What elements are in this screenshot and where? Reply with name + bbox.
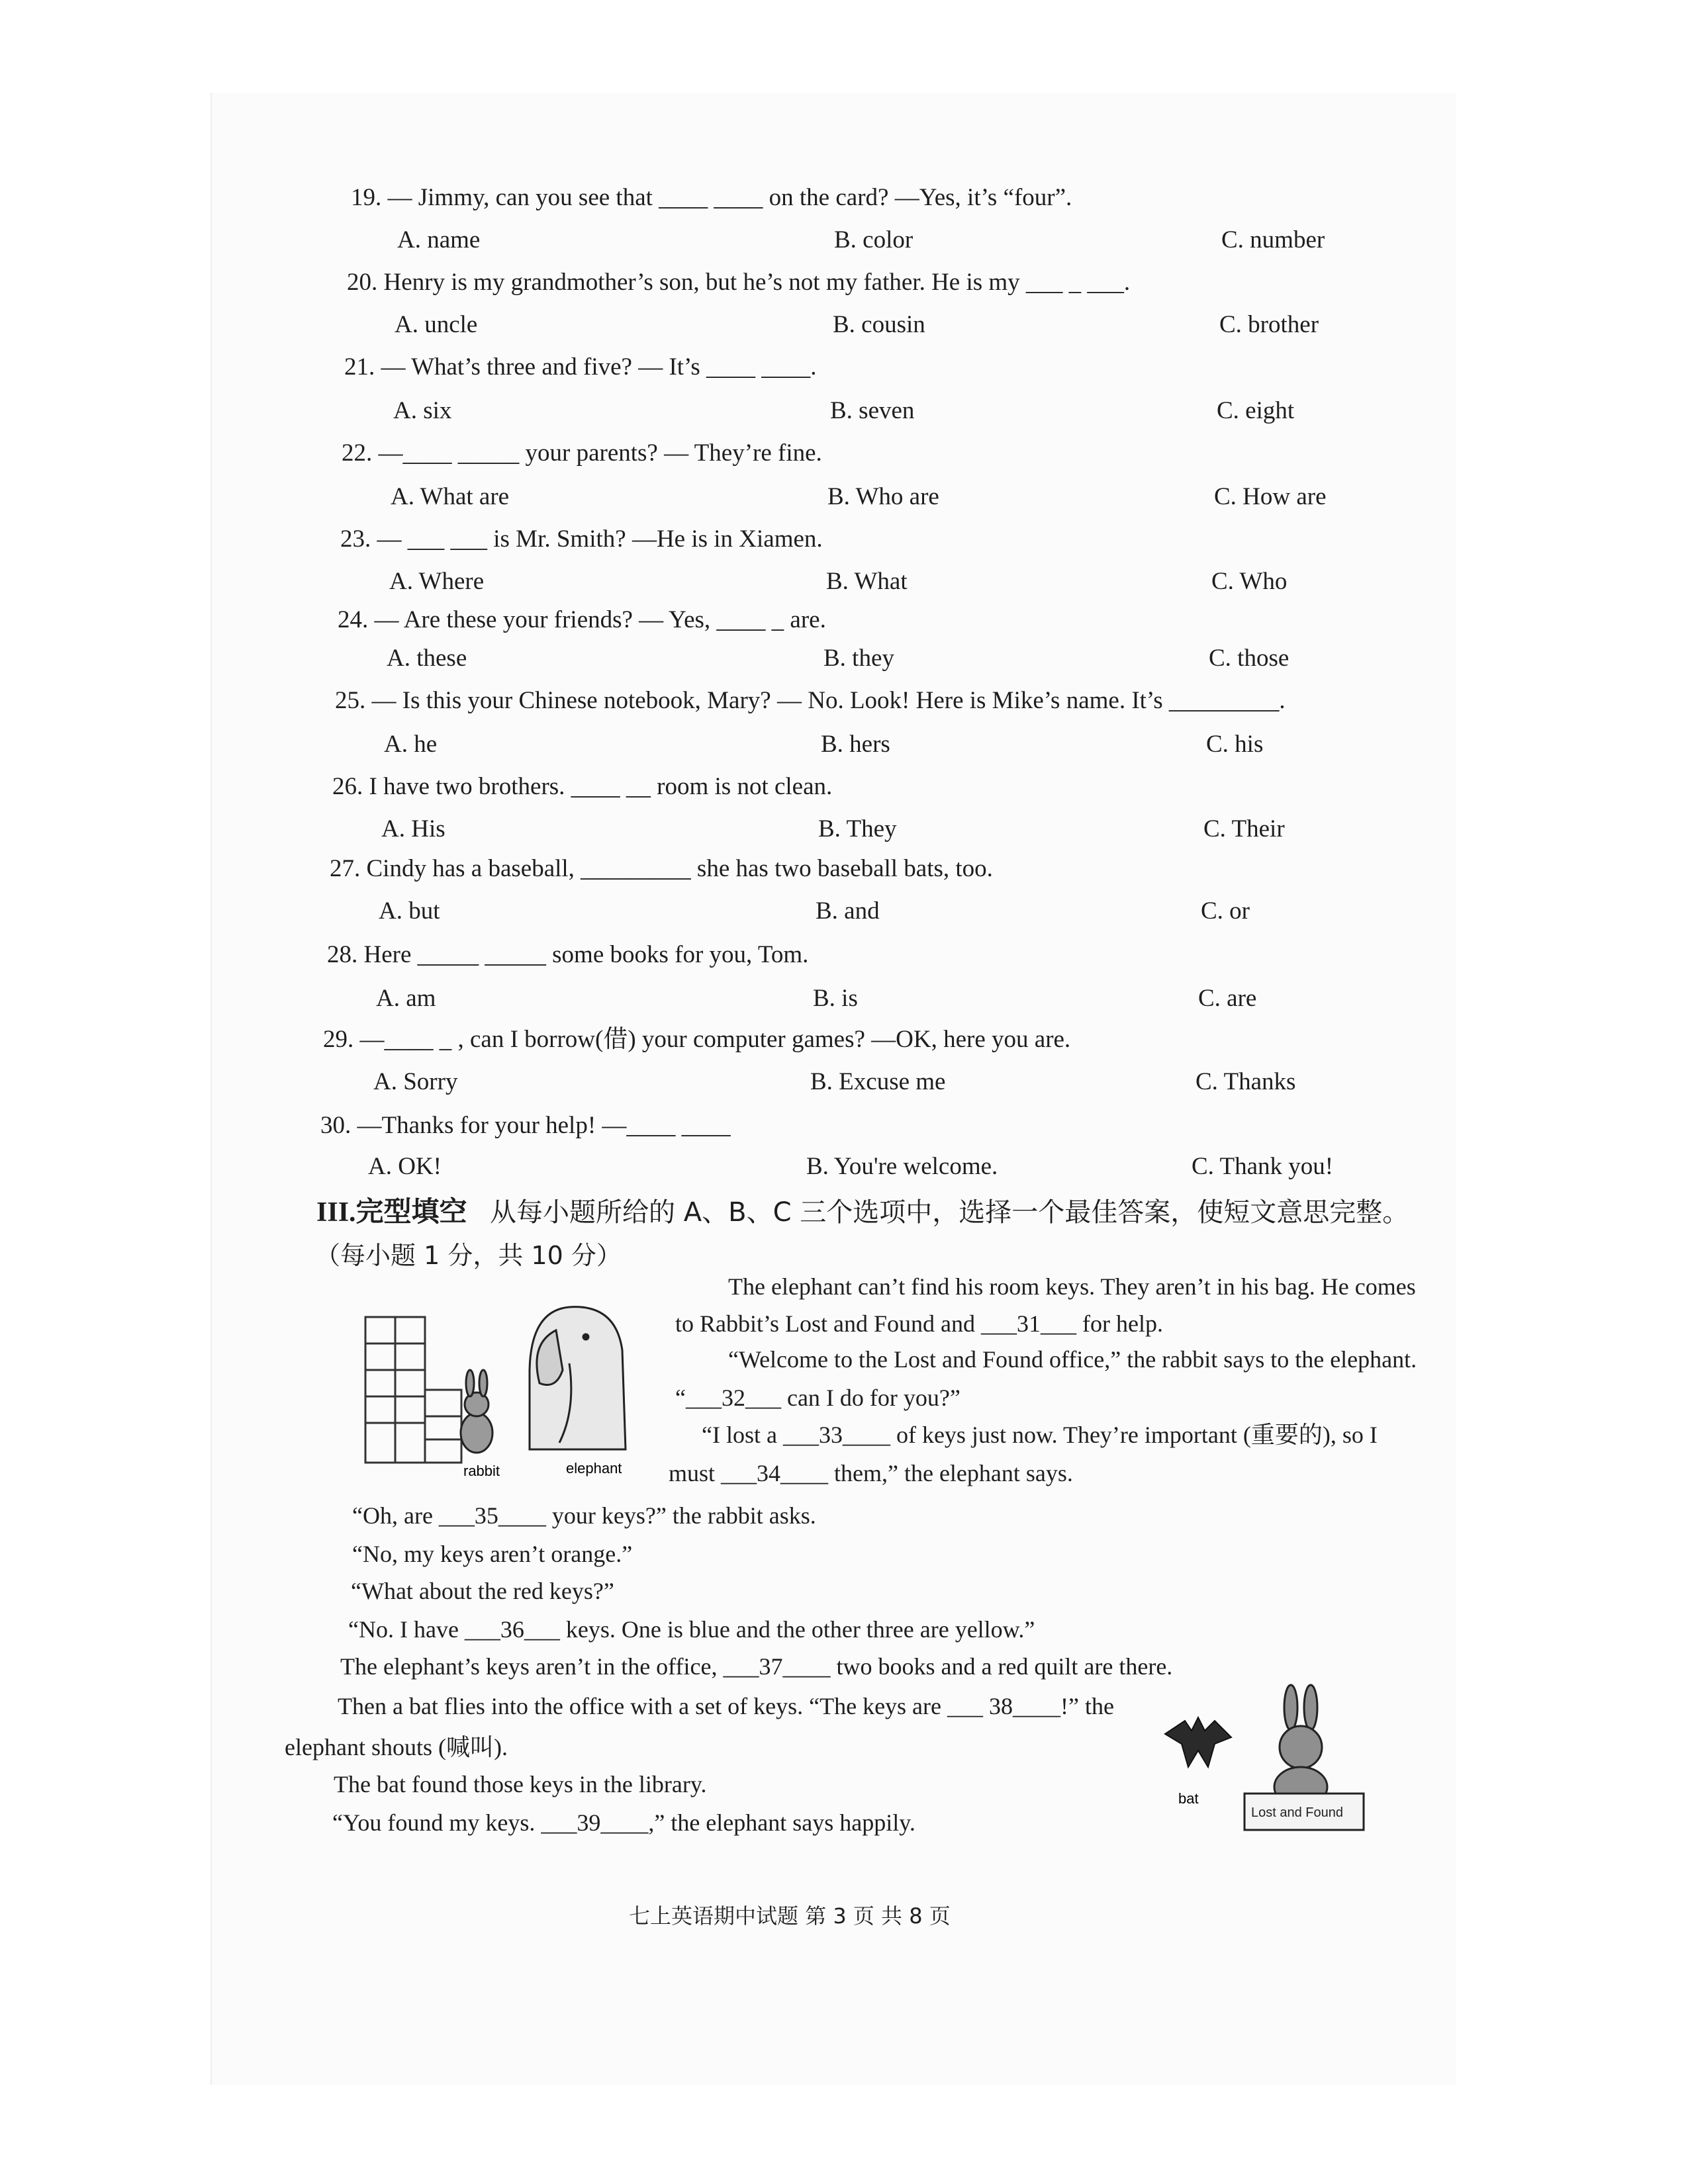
option-b: B. they [823, 645, 894, 672]
rabbit-clerk-drawing [1274, 1685, 1327, 1807]
passage-line: “No. I have ___36___ keys. One is blue and the other three are yellow.” [348, 1616, 1035, 1643]
rabbit-label: rabbit [463, 1463, 500, 1479]
option-a: A. Where [389, 568, 485, 595]
option-b: B. They [818, 815, 897, 842]
option-b: B. and [816, 897, 880, 925]
question-28: 28. Here _____ _____ some books for you, Tom. [327, 941, 809, 968]
option-a: A. am [376, 985, 436, 1012]
passage-line: “I lost a ___33____ of keys just now. They’re important (重要的), so I [702, 1422, 1378, 1448]
passage-line: The bat found those keys in the library. [334, 1771, 707, 1797]
passage-line: “You found my keys. ___39____,” the elephant says happily. [332, 1809, 915, 1836]
question-20: 20. Henry is my grandmother’s son, but he’s not my father. He is my ___ _ ___. [347, 269, 1131, 296]
passage-line: “Welcome to the Lost and Found office,” the rabbit says to the elephant. [728, 1346, 1417, 1373]
option-a: A. these [387, 645, 467, 672]
option-b: B. is [813, 985, 858, 1012]
option-c: C. those [1209, 645, 1289, 672]
passage-line: “___32___ can I do for you?” [675, 1385, 961, 1411]
page-footer: 七上英语期中试题 第 3 页 共 8 页 [629, 1903, 951, 1929]
option-c: C. Who [1211, 568, 1288, 595]
passage-line: “What about the red keys?” [351, 1578, 614, 1604]
bat-rabbit-illustration [1152, 1681, 1377, 1840]
passage-line: “No, my keys aren’t orange.” [352, 1541, 633, 1567]
option-a: A. he [384, 731, 438, 758]
option-a: A. uncle [395, 311, 478, 338]
section-heading [316, 1190, 1409, 1230]
question-22: 22. —____ _____ your parents? — They’re fine. [342, 439, 822, 467]
option-a: A. but [379, 897, 440, 925]
option-c: C. Their [1203, 815, 1285, 842]
bat-drawing [1165, 1717, 1231, 1767]
option-b: B. cousin [833, 311, 925, 338]
option-b: B. hers [821, 731, 890, 758]
elephant-label: elephant [566, 1460, 622, 1477]
question-21: 21. — What’s three and five? — It’s ____ ____. [344, 353, 817, 381]
rabbit-elephant-illustration [357, 1291, 655, 1482]
option-c: C. Thanks [1196, 1068, 1296, 1095]
cabinet-drawing [365, 1317, 461, 1463]
rabbit-drawing [461, 1370, 492, 1453]
lost-and-found-sign: Lost and Found [1251, 1805, 1343, 1820]
option-b: B. What [826, 568, 908, 595]
passage-line: “Oh, are ___35____ your keys?” the rabbit asks. [352, 1502, 816, 1529]
question-27: 27. Cindy has a baseball, _________ she has two baseball bats, too. [330, 855, 993, 882]
option-c: C. number [1221, 226, 1325, 253]
option-c: C. are [1198, 985, 1257, 1012]
option-c: C. Thank you! [1192, 1153, 1334, 1180]
option-a: A. name [397, 226, 481, 253]
option-a: A. Sorry [373, 1068, 458, 1095]
option-c: C. his [1206, 731, 1264, 758]
option-a: A. What are [391, 483, 510, 510]
option-b: B. Excuse me [810, 1068, 946, 1095]
option-b: B. You're welcome. [806, 1153, 998, 1180]
option-b: B. seven [830, 397, 915, 424]
option-c: C. brother [1219, 311, 1319, 338]
question-29: 29. —____ _ , can I borrow(借) your computer games? —OK, here you are. [323, 1026, 1071, 1053]
passage-line: The elephant’s keys aren’t in the office, ___37____ two books and a red quilt are there. [340, 1653, 1173, 1680]
option-b: B. Who are [827, 483, 939, 510]
question-25: 25. — Is this your Chinese notebook, Mary? — No. Look! Here is Mike’s name. It’s _________. [335, 687, 1286, 714]
question-24: 24. — Are these your friends? — Yes, ____ _ are. [338, 606, 826, 633]
option-b: B. color [834, 226, 914, 253]
passage-line: elephant shouts (喊叫). [285, 1734, 508, 1760]
option-a: A. six [393, 397, 452, 424]
passage-line: Then a bat flies into the office with a set of keys. “The keys are ___ 38____!” the [338, 1693, 1114, 1719]
option-c: C. How are [1214, 483, 1327, 510]
passage-line: The elephant can’t find his room keys. They aren’t in his bag. He comes [728, 1273, 1416, 1300]
bat-label: bat [1178, 1790, 1199, 1807]
elephant-drawing [530, 1307, 626, 1449]
section-title: III.完型填空 [316, 1197, 467, 1228]
option-c: C. eight [1217, 397, 1295, 424]
option-a: A. OK! [368, 1153, 442, 1180]
passage-line: to Rabbit’s Lost and Found and ___31___ for help. [675, 1310, 1163, 1337]
question-26: 26. I have two brothers. ____ __ room is not clean. [332, 773, 833, 800]
section-score-note: （每小题 1 分，共 10 分） [315, 1241, 622, 1270]
passage-line: must ___34____ them,” the elephant says. [669, 1460, 1073, 1486]
question-30: 30. —Thanks for your help! —____ ____ [320, 1112, 731, 1139]
section-instruction: 从每小题所给的 A、B、C 三个选项中，选择一个最佳答案，使短文意思完整。 [490, 1197, 1409, 1228]
option-c: C. or [1201, 897, 1250, 925]
question-23: 23. — ___ ___ is Mr. Smith? —He is in Xiamen. [340, 525, 823, 553]
question-19: 19. — Jimmy, can you see that ____ ____ on the card? —Yes, it’s “four”. [351, 184, 1072, 211]
option-a: A. His [381, 815, 445, 842]
